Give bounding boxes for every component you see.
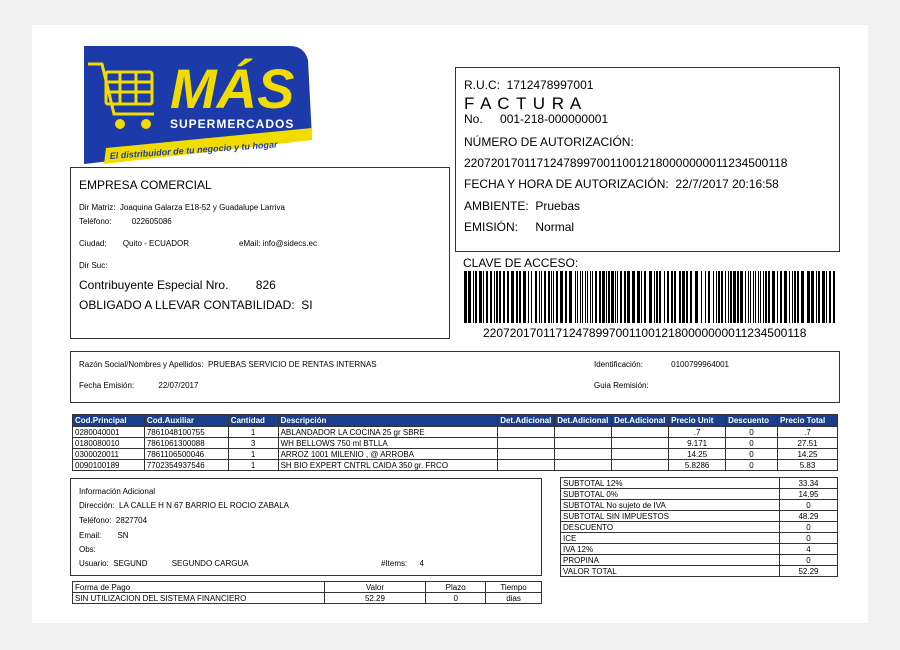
totals-row [561, 511, 838, 522]
ruc-label: R.U.C: [464, 78, 500, 92]
barcode-bar [499, 271, 501, 323]
barcode-bar [833, 271, 835, 323]
cell-cod-principal: 0180080010 [73, 438, 145, 449]
barcode-bar [829, 271, 831, 323]
buyer-box [70, 351, 840, 403]
barcode-bar [531, 271, 532, 323]
fecha-emision [79, 381, 198, 390]
col-det-adicional-1: Det.Adicional [498, 415, 555, 427]
barcode-bar [523, 271, 526, 323]
invoice-number-label: No. [464, 112, 483, 126]
barcode-bar [560, 271, 563, 323]
totals-value: 48.29 [780, 511, 838, 522]
barcode-bar [679, 271, 681, 323]
cell-descuento: 0 [726, 427, 778, 438]
totals-value: 0 [780, 533, 838, 544]
barcode-bar [807, 271, 810, 323]
barcode-bar [826, 271, 827, 323]
cell-descripcion: ARROZ 1001 MILENIO , @ ARROBA [278, 449, 498, 460]
barcode-bar [682, 271, 685, 323]
barcode-bar [780, 271, 782, 323]
barcode-bar [464, 271, 467, 323]
table-row [73, 438, 838, 449]
direccion-label: Dirección: [79, 501, 115, 510]
col-precio-unit: Precio Unit [669, 415, 726, 427]
barcode-bar [760, 271, 761, 323]
barcode-bar [516, 271, 518, 323]
authorization-box [455, 67, 840, 252]
totals-value: 0 [780, 555, 838, 566]
issuer-phone [79, 217, 172, 226]
obligado-label: OBLIGADO A LLEVAR CONTABILIDAD: [79, 298, 295, 312]
barcode-bar [511, 271, 514, 323]
phone-value: 022605086 [131, 217, 172, 226]
items-header-row [73, 415, 838, 427]
cell-det-adicional [498, 438, 555, 449]
cell-det-adicional [555, 427, 612, 438]
cell-cod-auxiliar: 7861061300088 [144, 438, 228, 449]
contribuyente-value: 826 [255, 278, 276, 292]
col-det-adicional-3: Det.Adicional [612, 415, 669, 427]
cell-cod-auxiliar: 7861048100755 [144, 427, 228, 438]
ambiente-value: Pruebas [535, 199, 581, 213]
pay-valor: 52.29 [324, 593, 426, 604]
cell-precio-unit: 14.25 [669, 449, 726, 460]
table-row [73, 449, 838, 460]
barcode-bar [818, 271, 820, 323]
barcode-bar [718, 271, 720, 323]
logo-tagline: El distribuidor de tu negocio y tu hogar [109, 139, 278, 161]
totals-label: SUBTOTAL 12% [561, 478, 780, 489]
barcode-bar [733, 271, 736, 323]
cell-precio-total: 5.83 [778, 460, 838, 471]
cell-det-adicional [612, 460, 669, 471]
barcode-bar [577, 271, 578, 323]
barcode-bar [587, 271, 588, 323]
barcode-bar [725, 271, 726, 323]
totals-label: PROPINA [561, 555, 780, 566]
totals-table [560, 477, 838, 577]
table-row [73, 427, 838, 438]
barcode-bar [575, 271, 576, 323]
barcode-bar [763, 271, 764, 323]
cell-precio-total: 14.25 [778, 449, 838, 460]
barcode-bar [553, 271, 554, 323]
barcode-bar [503, 271, 505, 323]
cell-det-adicional [612, 438, 669, 449]
additional-title: Información Adicional [79, 487, 156, 496]
id-label: Identificación: [594, 360, 643, 369]
barcode-bar [667, 271, 669, 323]
obligado [79, 298, 313, 312]
totals-row [561, 478, 838, 489]
additional-phone-label: Teléfono: [79, 516, 112, 525]
barcode-bar [585, 271, 586, 323]
barcode-bar [644, 271, 646, 323]
barcode-bar [822, 271, 825, 323]
cell-descuento: 0 [726, 449, 778, 460]
barcode-bar [595, 271, 597, 323]
barcode-bar [473, 271, 474, 323]
guia-remision-label: Guia Remisión: [594, 381, 649, 390]
cell-cod-auxiliar: 7702354937546 [144, 460, 228, 471]
emision-value: Normal [535, 220, 575, 234]
barcode-bar [811, 271, 814, 323]
cell-precio-total: .7 [778, 427, 838, 438]
barcode-bar [649, 271, 652, 323]
barcode-bar [541, 271, 542, 323]
totals-label: DESCUENTO [561, 522, 780, 533]
auth-date-value: 22/7/2017 20:16:58 [675, 177, 779, 191]
cell-det-adicional [555, 460, 612, 471]
barcode-bar [615, 271, 616, 323]
barcode-bar [772, 271, 775, 323]
barcode-bar [721, 271, 723, 323]
usuario-value: SEGUND [113, 559, 148, 568]
barcode-bar [758, 271, 759, 323]
items-count-label: #Items: [381, 559, 408, 568]
barcode-bar [599, 271, 601, 323]
emision [464, 220, 574, 234]
cell-det-adicional [498, 460, 555, 471]
ruc [464, 78, 593, 92]
dir-matriz [79, 203, 285, 212]
cell-precio-unit: 5.8286 [669, 460, 726, 471]
direccion-value: LA CALLE H N 67 BARRIO EL ROCIO ZABALA [119, 501, 290, 510]
dir-matriz-value: Joaquina Galarza E18-52 y Guadalupe Larriva [119, 203, 285, 212]
barcode-bar [816, 271, 817, 323]
barcode-bar [486, 271, 488, 323]
auth-number-value: 2207201701171247899700110012180000000011234500118 [464, 156, 788, 170]
phone-label: Teléfono: [79, 217, 112, 226]
barcode-bar [637, 271, 640, 323]
cell-det-adicional [555, 438, 612, 449]
cell-det-adicional [612, 449, 669, 460]
items-count [381, 559, 424, 568]
barcode-bar [789, 271, 790, 323]
cell-cod-auxiliar: 7861106500046 [144, 449, 228, 460]
usuario-value-2: SEGUNDO CARGUA [171, 559, 249, 568]
additional-usuario [79, 559, 249, 568]
cell-precio-unit: .7 [669, 427, 726, 438]
auth-date-label: FECHA Y HORA DE AUTORIZACIÓN: [464, 177, 669, 191]
barcode-bar [654, 271, 655, 323]
razon-social [79, 360, 377, 369]
barcode-bar [797, 271, 799, 323]
barcode-bar [565, 271, 567, 323]
additional-telefono [79, 516, 147, 525]
fecha-emision-label: Fecha Emisión: [79, 381, 135, 390]
barcode-bar [539, 271, 540, 323]
email-value: info@sidecs.ec [262, 239, 317, 248]
totals-row [561, 489, 838, 500]
cell-det-adicional [555, 449, 612, 460]
barcode-bar [592, 271, 593, 323]
logo-sub: SUPERMERCADOS [170, 117, 295, 131]
totals-label: SUBTOTAL 0% [561, 489, 780, 500]
ruc-value: 1712478997001 [506, 78, 594, 92]
cell-cantidad: 1 [228, 449, 278, 460]
pay-plazo: 0 [426, 593, 486, 604]
totals-value: 14.95 [780, 489, 838, 500]
barcode-bar [496, 271, 498, 323]
barcode-bar [468, 271, 471, 323]
barcode-bar [569, 271, 572, 323]
barcode-bar [713, 271, 714, 323]
usuario-label: Usuario: [79, 559, 109, 568]
email-label: eMail: [239, 239, 261, 248]
barcode [462, 271, 838, 323]
pay-col-valor: Valor [324, 582, 426, 593]
company-name: EMPRESA COMERCIAL [79, 178, 212, 192]
col-cod-principal: Cod.Principal [73, 415, 145, 427]
totals-row [561, 500, 838, 511]
auth-number-label: NÚMERO DE AUTORIZACIÓN: [464, 135, 634, 149]
barcode-bar [753, 271, 754, 323]
ambiente [464, 199, 580, 213]
cell-precio-unit: 9.171 [669, 438, 726, 449]
payment-header-row [73, 582, 542, 593]
barcode-bar [519, 271, 521, 323]
contribuyente [79, 278, 276, 292]
barcode-bar [606, 271, 607, 323]
obs-label: Obs: [79, 545, 96, 554]
pay-tiempo: dias [486, 593, 542, 604]
additional-email-value: SN [117, 531, 129, 540]
col-det-adicional-2: Det.Adicional [555, 415, 612, 427]
barcode-bar [801, 271, 804, 323]
invoice-number [464, 112, 608, 126]
barcode-bar [716, 271, 717, 323]
identificacion [594, 360, 729, 369]
cell-cantidad: 1 [228, 460, 278, 471]
barcode-bar [659, 271, 661, 323]
barcode-bar [475, 271, 477, 323]
issuer-box [70, 167, 450, 339]
barcode-bar [590, 271, 591, 323]
dir-matriz-label: Dir Matriz: [79, 203, 116, 212]
doc-type: F A C T U R A [464, 94, 583, 113]
table-row [73, 460, 838, 471]
col-descripcion: Descripción [278, 415, 498, 427]
barcode-bar [730, 271, 732, 323]
barcode-bar [765, 271, 767, 323]
cell-descripcion: SH BIO EXPERT CNTRL CAIDA 350 gr. FRCO [278, 460, 498, 471]
barcode-bar [664, 271, 665, 323]
cell-det-adicional [498, 427, 555, 438]
totals-row [561, 533, 838, 544]
barcode-bar [748, 271, 749, 323]
barcode-bar [483, 271, 484, 323]
cell-cantidad: 3 [228, 438, 278, 449]
barcode-bar [580, 271, 581, 323]
col-precio-total: Precio Total [778, 415, 838, 427]
totals-label: SUBTOTAL SIN IMPUESTOS [561, 511, 780, 522]
clave-label: CLAVE DE ACCESO: [463, 256, 579, 270]
pay-forma: SIN UTILIZACION DEL SISTEMA FINANCIERO [73, 593, 325, 604]
col-descuento: Descuento [726, 415, 778, 427]
barcode-bar [737, 271, 739, 323]
barcode-bar [784, 271, 787, 323]
cell-descripcion: ABLANDADOR LA COCINA 25 gr SBRE [278, 427, 498, 438]
barcode-bar [701, 271, 702, 323]
barcode-bar [608, 271, 610, 323]
totals-row [561, 544, 838, 555]
barcode-bar [768, 271, 770, 323]
city-value: Quito - ECUADOR [122, 239, 190, 248]
barcode-bar [632, 271, 635, 323]
cell-descuento: 0 [726, 460, 778, 471]
items-table [72, 414, 838, 471]
auth-date [464, 177, 779, 191]
barcode-bar [535, 271, 537, 323]
issuer-city [79, 239, 189, 248]
dir-suc-label: Dir Suc: [79, 261, 108, 270]
additional-info-box [70, 478, 542, 576]
barcode-bar [755, 271, 756, 323]
barcode-bar [705, 271, 706, 323]
totals-value: 52.29 [780, 566, 838, 577]
clave-value: 2207201701171247899700110012180000000011234500118 [483, 326, 807, 340]
barcode-bar [544, 271, 546, 323]
logo-brand: MÁS [170, 57, 295, 120]
barcode-bar [728, 271, 729, 323]
pay-col-plazo: Plazo [426, 582, 486, 593]
city-label: Ciudad: [79, 239, 107, 248]
totals-label: ICE [561, 533, 780, 544]
barcode-bar [794, 271, 796, 323]
barcode-bar [740, 271, 743, 323]
barcode-bar [671, 271, 673, 323]
fecha-emision-value: 22/07/2017 [158, 381, 199, 390]
id-value: 0100799964001 [671, 360, 729, 369]
issuer-email [239, 239, 317, 248]
items-count-value: 4 [419, 559, 424, 568]
mas-supermercados-logo [76, 42, 312, 166]
barcode-bar [792, 271, 793, 323]
obligado-value: SI [301, 298, 313, 312]
totals-value: 4 [780, 544, 838, 555]
additional-email [79, 531, 129, 540]
barcode-bar [620, 271, 622, 323]
barcode-bar [750, 271, 751, 323]
cell-cod-principal: 0300020011 [73, 449, 145, 460]
emision-label: EMISIÓN: [464, 220, 519, 234]
barcode-bar [686, 271, 688, 323]
cell-cantidad: 1 [228, 427, 278, 438]
pay-col-tiempo: Tiempo [486, 582, 542, 593]
barcode-bar [490, 271, 492, 323]
barcode-bar [641, 271, 642, 323]
barcode-bar [556, 271, 558, 323]
col-cod-auxiliar: Cod.Auxiliar [144, 415, 228, 427]
barcode-bar [548, 271, 550, 323]
cell-cod-principal: 0280040001 [73, 427, 145, 438]
barcode-bar [528, 271, 529, 323]
totals-row [561, 566, 838, 577]
totals-row [561, 555, 838, 566]
payment-table [72, 581, 542, 604]
totals-value: 33.34 [780, 478, 838, 489]
cell-precio-total: 27.51 [778, 438, 838, 449]
barcode-bar [617, 271, 618, 323]
barcode-bar [602, 271, 605, 323]
additional-phone-value: 2827704 [115, 516, 148, 525]
barcode-bar [690, 271, 692, 323]
barcode-bar [656, 271, 658, 323]
cell-cod-principal: 0090100189 [73, 460, 145, 471]
cell-det-adicional [498, 449, 555, 460]
additional-direccion [79, 501, 289, 510]
barcode-bar [708, 271, 710, 323]
cell-descripcion: WH BELLOWS 750 ml BTLLA [278, 438, 498, 449]
totals-value: 0 [780, 500, 838, 511]
barcode-bar [582, 271, 583, 323]
pay-col-forma: Forma de Pago [73, 582, 325, 593]
barcode-bar [611, 271, 614, 323]
totals-label: VALOR TOTAL [561, 566, 780, 577]
razon-label: Razón Social/Nombres y Apellidos: [79, 360, 204, 369]
barcode-bar [695, 271, 698, 323]
payment-row [73, 593, 542, 604]
totals-label: SUBTOTAL No sujeto de IVA [561, 500, 780, 511]
contribuyente-label: Contribuyente Especial Nro. [79, 278, 229, 292]
barcode-bar [479, 271, 482, 323]
cell-descuento: 0 [726, 438, 778, 449]
totals-label: IVA 12% [561, 544, 780, 555]
barcode-bar [624, 271, 626, 323]
barcode-bar [494, 271, 495, 323]
razon-value: PRUEBAS SERVICIO DE RENTAS INTERNAS [207, 360, 377, 369]
barcode-bar [745, 271, 746, 323]
invoice-number-value: 001-218-000000001 [500, 112, 609, 126]
totals-value: 0 [780, 522, 838, 533]
additional-email-label: Email: [79, 531, 102, 540]
barcode-bar [627, 271, 630, 323]
barcode-bar [777, 271, 778, 323]
ambiente-label: AMBIENTE: [464, 199, 529, 213]
totals-row [561, 522, 838, 533]
col-cantidad: Cantidad [228, 415, 278, 427]
cell-det-adicional [612, 427, 669, 438]
barcode-bar [674, 271, 676, 323]
barcode-bar [551, 271, 552, 323]
barcode-bar [507, 271, 509, 323]
